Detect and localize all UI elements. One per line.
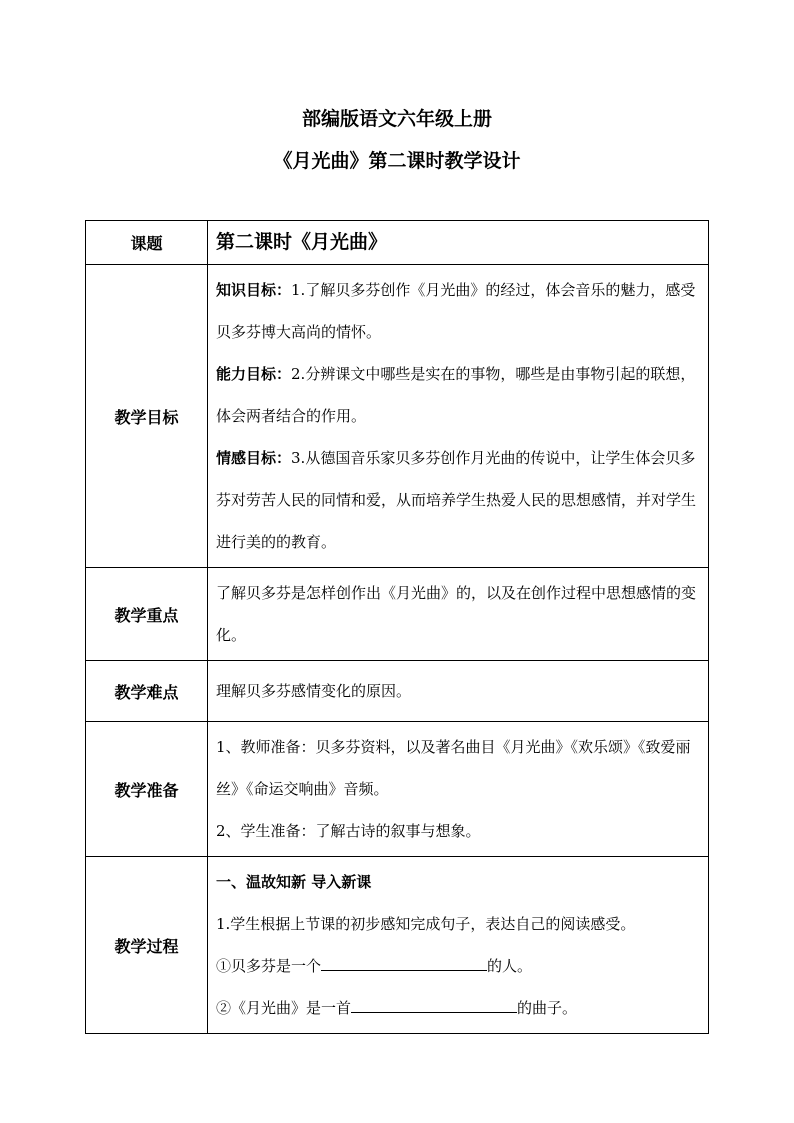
topic-value: 第二课时《月光曲》: [216, 231, 388, 253]
fill-blank-2: [216, 987, 700, 1029]
table-row-key-points: [86, 568, 709, 661]
fill-blank-2-prefix: ②《月光曲》是一首: [216, 999, 352, 1017]
emotion-goal-text: 3.从德国音乐家贝多芬创作月光曲的传说中，让学生体会贝多芬对劳苦人民的同情和爱，从而培养学生热爱人民的思想感情，并对学生进行美的的教育。: [216, 449, 697, 551]
key-points-text: 了解贝多芬是怎样创作出《月光曲》的，以及在创作过程中思想感情的变化。: [216, 584, 697, 644]
table-row-goals: [86, 265, 709, 568]
emotion-goal-label: 情感目标：: [216, 449, 292, 467]
fill-blank-1: [216, 945, 700, 987]
teacher-preparation: 1、教师准备：贝多芬资料，以及著名曲目《月光曲》《欢乐颂》《致爱丽丝》《命运交响曲》音频。: [216, 738, 691, 798]
knowledge-goal-label: 知识目标：: [216, 281, 292, 299]
fill-blank-1-prefix: ①贝多芬是一个: [216, 957, 322, 975]
blank-line: [321, 956, 487, 971]
ability-goal-label: 能力目标：: [216, 365, 292, 383]
fill-blank-2-suffix: 的曲子。: [517, 999, 578, 1017]
row-label-difficulties: 教学难点: [86, 661, 208, 722]
row-label-key-points: 教学重点: [86, 568, 208, 661]
emotion-goal: [216, 437, 700, 563]
table-row-difficulties: [86, 661, 709, 722]
blank-line: [351, 998, 517, 1013]
table-row-preparation: [86, 722, 709, 857]
fill-blank-1-suffix: 的人。: [487, 957, 533, 975]
ability-goal-text: 2.分辨课文中哪些是实在的事物，哪些是由事物引起的联想，体会两者结合的作用。: [216, 365, 696, 425]
table-row-topic: [86, 221, 709, 265]
process-step-1: 1.学生根据上节课的初步感知完成句子，表达自己的阅读感受。: [216, 915, 636, 933]
row-label-process: 教学过程: [86, 857, 208, 1034]
lesson-plan-table: [85, 220, 709, 1034]
process-section-title: 一、温故知新 导入新课: [216, 873, 372, 891]
knowledge-goal: [216, 269, 700, 353]
student-preparation: 2、学生准备：了解古诗的叙事与想象。: [216, 822, 481, 840]
knowledge-goal-text: 1.了解贝多芬创作《月光曲》的经过，体会音乐的魅力，感受贝多芬博大高尚的情怀。: [216, 281, 696, 341]
ability-goal: [216, 353, 700, 437]
table-row-process: [86, 857, 709, 1034]
document-subtitle: 《月光曲》第二课时教学设计: [273, 150, 521, 172]
row-label-goals: 教学目标: [86, 265, 208, 568]
row-label-preparation: 教学准备: [86, 722, 208, 857]
difficulties-text: 理解贝多芬感情变化的原因。: [216, 682, 412, 700]
document-title: 部编版语文六年级上册: [301, 108, 492, 130]
row-label-topic: 课题: [86, 221, 208, 265]
